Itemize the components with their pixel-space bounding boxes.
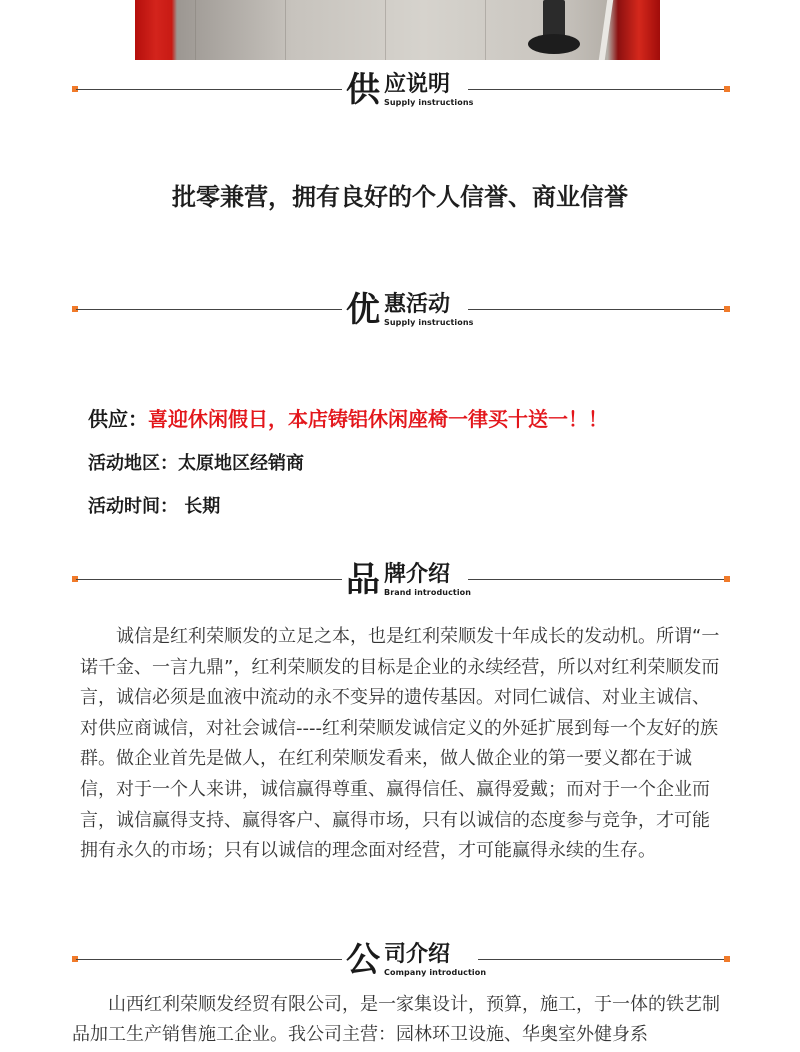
chair-base — [528, 34, 580, 54]
section-title-promotion — [346, 290, 474, 330]
title-rest: 应说明 — [384, 72, 451, 97]
section-header-brand — [72, 560, 730, 600]
section-header-promotion — [72, 290, 730, 330]
section-title-brand — [346, 560, 472, 600]
company-intro-paragraph: 山西红利荣顺发经贸有限公司，是一家集设计，预算，施工，于一体的铁艺制品加工生产销售施工企业。我公司主营：园林环卫设施、华奥室外健身系 — [72, 994, 720, 1045]
promotion-time: 活动时间： 长期 — [88, 496, 221, 517]
section-header-supply — [72, 70, 730, 110]
title-first-char: 品 — [346, 560, 380, 600]
section-header-company — [72, 940, 730, 980]
title-subtitle: Company introduction — [384, 968, 487, 977]
title-first-char: 公 — [346, 940, 380, 980]
promotion-label: 供应： — [88, 407, 148, 431]
promotion-area: 活动地区：太原地区经销商 — [88, 453, 304, 474]
product-photo — [135, 0, 660, 60]
broom-stick — [599, 0, 613, 60]
orange-square-icon — [724, 576, 730, 582]
promotion-text: 喜迎休闲假日，本店铸铝休闲座椅一律买十送一！！ — [148, 407, 608, 431]
promotion-headline — [88, 403, 608, 432]
section-title-company — [346, 940, 487, 980]
title-subtitle: Brand introduction — [384, 588, 472, 597]
orange-square-icon — [724, 306, 730, 312]
title-first-char: 优 — [346, 290, 380, 330]
title-rest: 惠活动 — [384, 292, 451, 317]
supply-tagline: 批零兼营，拥有良好的个人信誉、商业信誉 — [172, 183, 628, 211]
title-rest: 司介绍 — [384, 942, 451, 967]
title-subtitle: Supply instructions — [384, 318, 474, 327]
section-title-supply — [346, 70, 474, 110]
brand-intro-paragraph: 诚信是红利荣顺发的立足之本，也是红利荣顺发十年成长的发动机。所谓“一诺千金、一言九鼎”，红利荣顺发的目标是企业的永续经营，所以对红利荣顺发而言，诚信必须是血液中流动的永不变异的遗传基因。对同仁诚信、对业主诚信、对供应商诚信，对社会诚信----红利荣顺发诚信定义的外延扩展到每一个友好的族群。做企业首先是做人，在红利荣顺发看来，做人做企业的第一要义都在于诚信，对于一个人来讲，诚信赢得尊重、赢得信任、赢得爱戴；而对于一个企业而言，诚信赢得支持、赢得客户、赢得市场，只有以诚信的态度参与竞争，才可能拥有永久的市场；只有以诚信的理念面对经营，才可能赢得永续的生存。 — [80, 626, 720, 862]
orange-square-icon — [724, 956, 730, 962]
title-subtitle: Supply instructions — [384, 98, 474, 107]
orange-square-icon — [724, 86, 730, 92]
title-rest: 牌介绍 — [384, 562, 451, 587]
title-first-char: 供 — [346, 70, 380, 110]
